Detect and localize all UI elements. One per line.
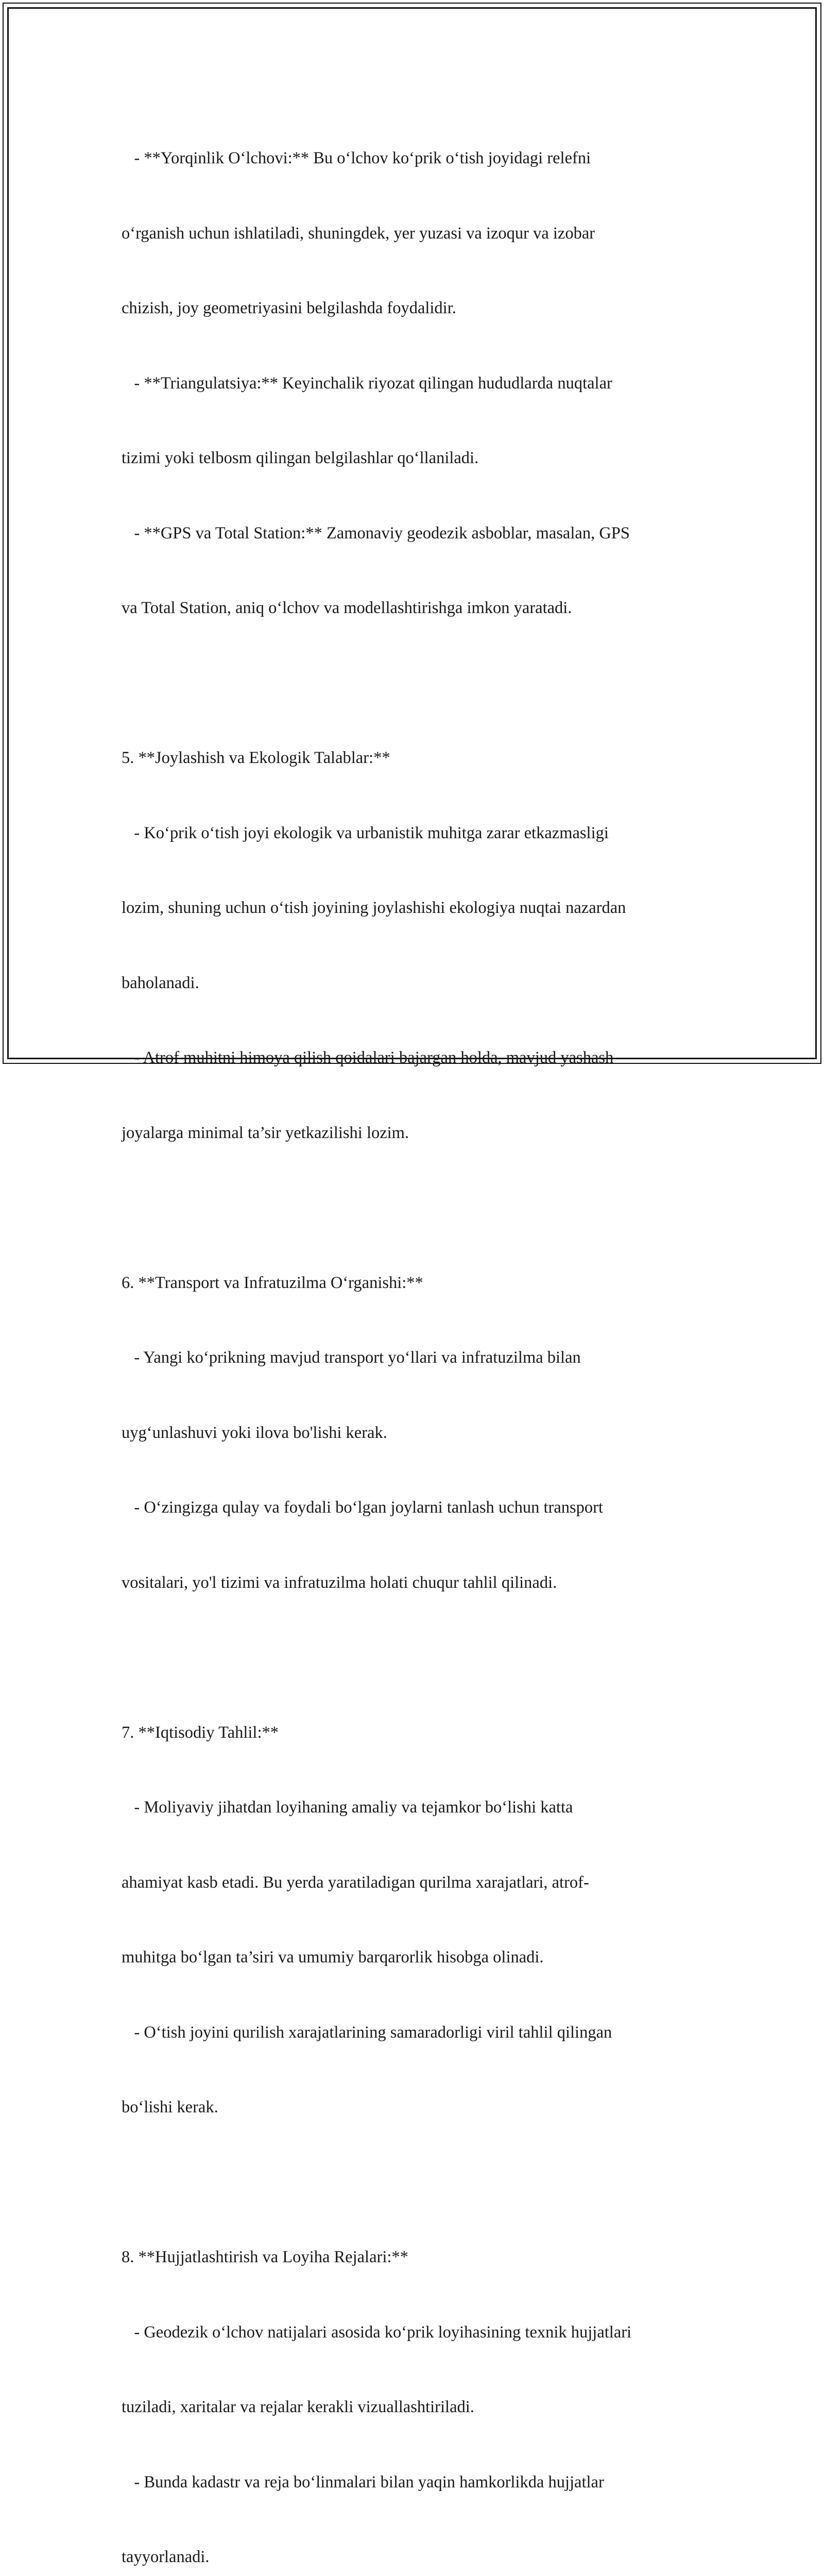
text-line: baholanadi. [122,973,199,992]
section-heading: 6. **Transport va Infratuzilma O‘rganishi:** [122,1273,423,1292]
section-heading: 7. **Iqtisodiy Tahlil:** [122,1723,279,1742]
blank-line [122,1645,709,1670]
text-line: - Geodezik o‘lchov natijalari asosida ko‘prik loyihasining texnik hujjatlari [122,2323,632,2342]
blank-line [122,671,709,696]
text-line: chizish, joy geometriyasini belgilashda foydalidir. [122,299,456,317]
text-line: - Atrof muhitni himoya qilish qoidalari bajargan holda, mavjud yashash [122,1048,614,1067]
blank-line [122,2170,709,2195]
text-line: tayyorlanadi. [122,2548,210,2566]
document-body [122,96,709,2576]
text-line: - O‘zingizga qulay va foydali bo‘lgan joylarni tanlash uchun transport [122,1498,604,1517]
text-line: - Ko‘prik o‘tish joyi ekologik va urbanistik muhitga zarar etkazmasligi [122,823,609,842]
text-line: muhitga bo‘lgan ta’siri va umumiy barqarorlik hisobga olinadi. [122,1948,544,1967]
section-heading: 8. **Hujjatlashtirish va Loyiha Rejalari:** [122,2248,408,2266]
text-line: vositalari, yo'l tizimi va infratuzilma holati chuqur tahlil qilinadi. [122,1573,557,1592]
text-line: bo‘lishi kerak. [122,2098,218,2116]
text-line: - O‘tish joyini qurilish xarajatlarining samaradorligi viril tahlil qilingan [122,2023,612,2042]
text-line: o‘rganish uchun ishlatiladi, shuningdek, yer yuzasi va izoqur va izobar [122,224,595,243]
text-line: uyg‘unlashuvi yoki ilova bo'lishi kerak. [122,1423,387,1442]
section-heading: 5. **Joylashish va Ekologik Talablar:** [122,749,390,767]
text-line: - **Yorqinlik O‘lchovi:** Bu o‘lchov ko‘prik o‘tish joyidagi relefni [122,149,591,167]
text-line: tuziladi, xaritalar va rejalar kerakli vizuallashtiriladi. [122,2398,474,2416]
text-line: - **GPS va Total Station:** Zamonaviy geodezik asboblar, masalan, GPS [122,523,630,543]
text-line: ahamiyat kasb etadi. Bu yerda yaratiladigan qurilma xarajatlari, atrof- [122,1873,589,1892]
text-line: - Moliyaviy jihatdan loyihaning amaliy va tejamkor bo‘lishi katta [122,1798,573,1817]
text-line: joyalarga minimal ta’sir yetkazilishi lozim. [122,1123,409,1142]
text-line: tizimi yoki telbosm qilingan belgilashlar qo‘llaniladi. [122,449,479,467]
text-line: - Yangi ko‘prikning mavjud transport yo‘llari va infratuzilma bilan [122,1348,581,1367]
text-line: - Bunda kadastr va reja bo‘linmalari bilan yaqin hamkorlikda hujjatlar [122,2472,604,2492]
blank-line [122,1195,709,1221]
text-line: - **Triangulatsiya:** Keyinchalik riyozat qilingan hududlarda nuqtalar [122,374,612,393]
text-line: va Total Station, aniq o‘lchov va modellashtirishga imkon yaratadi. [122,599,572,617]
text-line: lozim, shuning uchun o‘tish joyining joylashishi ekologiya nuqtai nazardan [122,899,626,917]
